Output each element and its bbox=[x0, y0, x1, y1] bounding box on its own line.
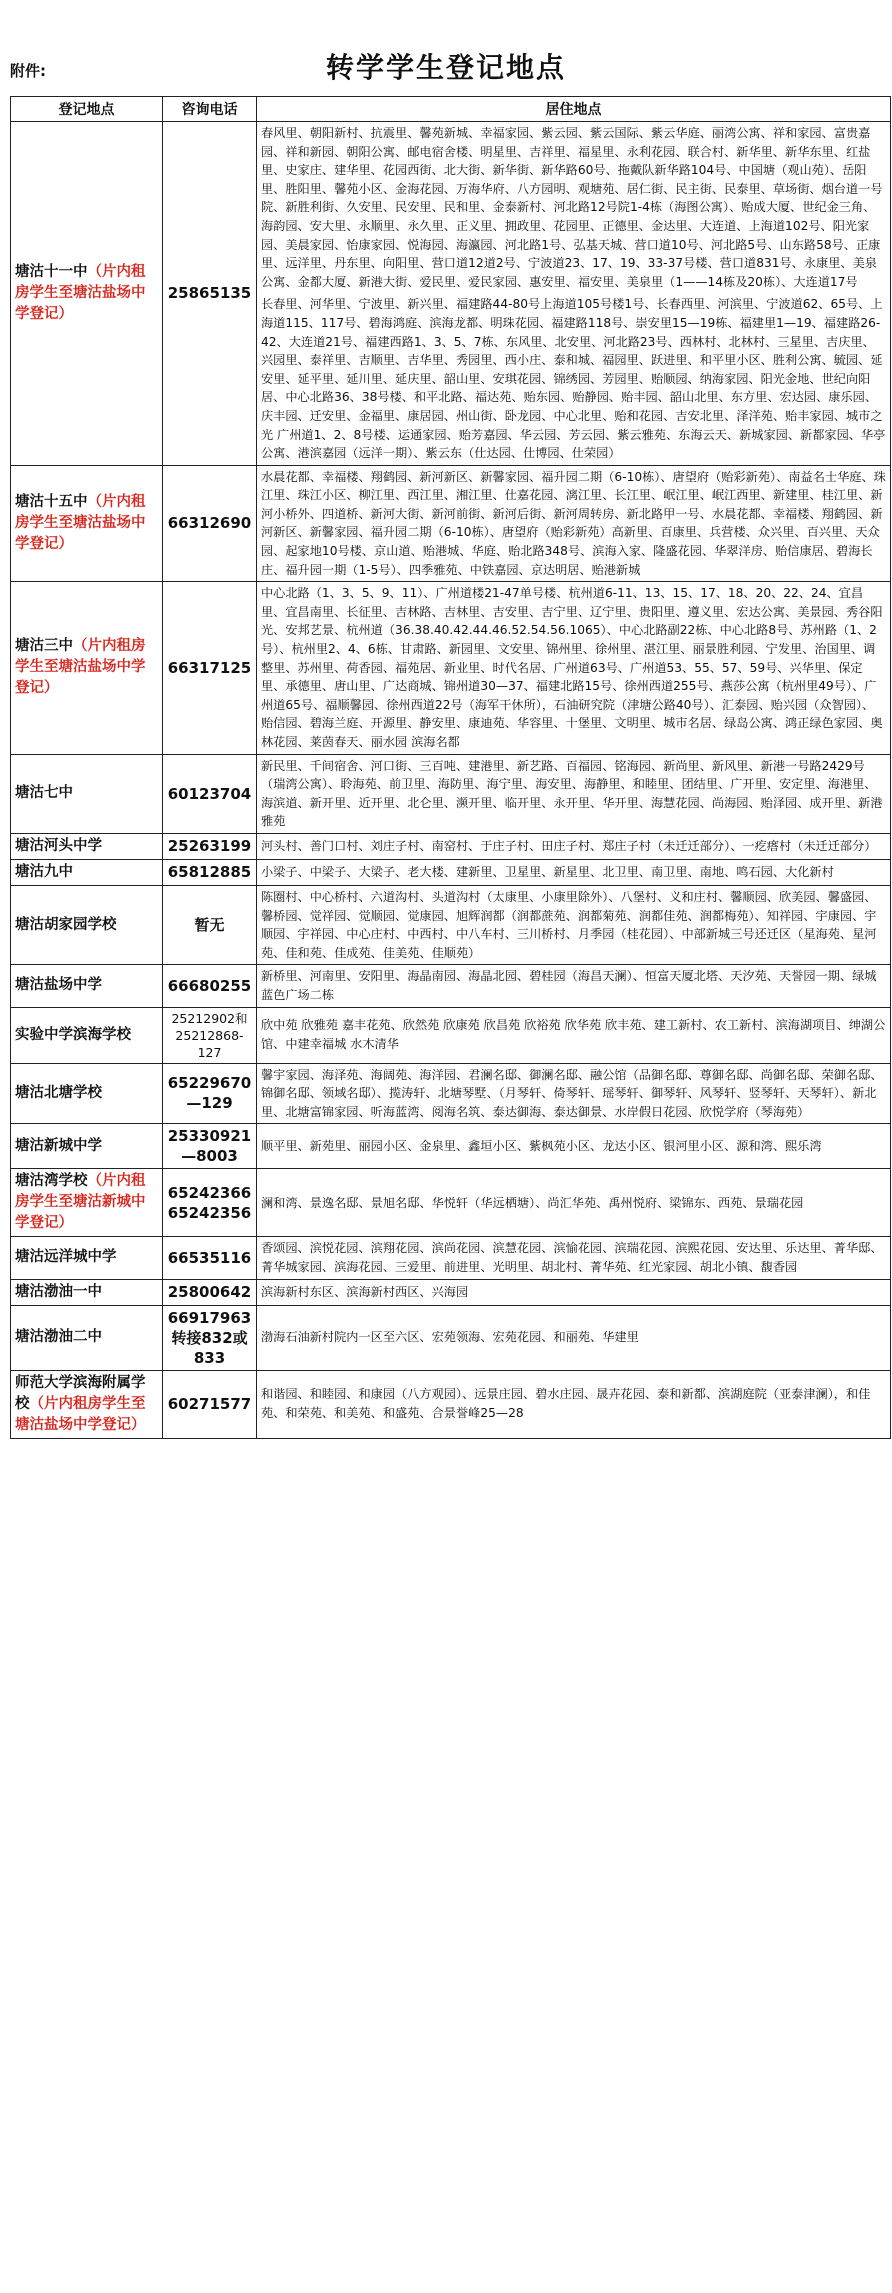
residence-areas bbox=[257, 1007, 891, 1063]
contact-phone: 65812885 bbox=[163, 859, 257, 885]
table-row bbox=[11, 1007, 891, 1063]
school-name: 塘沽渤油一中 bbox=[15, 1283, 102, 1300]
table-header-row bbox=[11, 97, 891, 122]
table-row bbox=[11, 582, 891, 754]
residence-text: 滨海新村东区、滨海新村西区、兴海园 bbox=[261, 1284, 469, 1299]
registration-location bbox=[11, 1305, 163, 1370]
table-row bbox=[11, 1279, 891, 1305]
registration-location bbox=[11, 1237, 163, 1279]
table-row bbox=[11, 885, 891, 964]
table-row bbox=[11, 1169, 891, 1237]
table-row bbox=[11, 1124, 891, 1169]
registration-location bbox=[11, 885, 163, 964]
registration-location bbox=[11, 833, 163, 859]
school-name: 塘沽湾学校 bbox=[15, 1173, 88, 1190]
residence-text: 陈圈村、中心桥村、六道沟村、头道沟村（太康里、小康里除外）、八堡村、义和庄村、馨顺园、欣美园、馨盛园、馨桥园、觉祥园、觉顺园、觉康园、旭辉润都（润都蔗苑、润都菊苑、润都佳苑、润都梅苑）、知祥园、宇康园、宇顺园、宇祥园、中心庄村、中西村、中八车村、三川桥村、月季园（桂花园）、中部新城三号还迁区（星海苑、星河苑、佳和苑、佳成苑、佳美苑、佳顺苑） bbox=[261, 889, 877, 960]
rental-note: （片内租房学生至塘沽盐场中学登记） bbox=[15, 263, 146, 322]
registration-location bbox=[11, 1124, 163, 1169]
residence-areas bbox=[257, 582, 891, 754]
registration-location bbox=[11, 754, 163, 833]
residence-text: 和谐园、和睦园、和康园（八方观园）、远景庄园、碧水庄园、晟卉花园、泰和新都、滨湖庭院（亚泰津澜），和佳苑、和荣苑、和美苑、和盛苑、合景誉峰25—28 bbox=[261, 1387, 871, 1420]
residence-text: 香颂园、滨悦花园、滨翔花园、滨尚花园、滨慧花园、滨愉花园、滨瑞花园、滨熙花园、安达里、乐达里、菁华邸、菁华城家园、滨海花园、三爱里、前进里、光明里、胡北村、菁华苑、红光家园、胡北小镇、馥香园 bbox=[261, 1241, 883, 1274]
school-name: 塘沽七中 bbox=[15, 785, 73, 802]
residence-text: 水晨花都、幸福楼、翔鹤园、新河新区、新馨家园、福升园二期（6-10栋）、唐望府（贻彩新苑）、南益名士华庭、珠江里、珠江小区、柳江里、西江里、湘江里、仕嘉花园、漓江里、长江里、岷江里、岷江西里、新建里、桂江里、新河小桥外、四道桥、新河大街、新河前街、新河后街、新河周转房、新北路甲一号、水晨花都、幸福楼、翔鹤园、新河新区、新馨家园、福升园二期（6-10栋）、唐望府（贻彩新苑）高新里、百康里、兵营楼、众兴里、百兴里、天众园、起家地10号楼、京山道、贻港城、华庭、贻北路348号、滨海入家、隆盛花园、华翠洋房、贻信康居、碧海长庄、福升园一期（1-5号）、四季雅苑、中铁嘉园、京达明居、贻港新城 bbox=[261, 469, 886, 577]
contact-phone: 65242366 65242356 bbox=[163, 1169, 257, 1237]
registration-location bbox=[11, 1279, 163, 1305]
registration-table bbox=[10, 96, 891, 1439]
school-name: 塘沽胡家园学校 bbox=[15, 916, 117, 933]
registration-location bbox=[11, 122, 163, 466]
residence-text: 中心北路（1、3、5、9、11）、广州道楼21-47单号楼、杭州道6-11、13、15、17、18、20、22、24、宜昌里、宜昌南里、长征里、吉林路、吉林里、吉安里、吉宁里、辽宁里、贵阳里、遵义里、宏达公寓、美景园、秀谷阳光、安邦艺景、杭州道（36.38.40.42.44.46.52.54.56.1065）、中心北路副22栋、中心北路8号、苏州路（1、2号）、杭州里2、4、6栋、甘肃路、新园里、文安里、锦州里、徐州里、湛江里、丽景胜利园、宁发里、治国里、调整里、苏州里、荷香园、福苑居、新业里、时代名居、广州道63号、广州道53、55、57、59号、兴华里、保定里、承德里、唐山里、广达商城、锦州道30—37、福建北路15号、徐州西道255号、燕莎公寓（杭州里49号）、广州道65号、福顺馨园、徐州西道22号（海军干休所），石油研究院（津塘公路40号）、汇泰园、贻兴园（众智园）、贻信园、碧海兰庭、开源里、静安里、康迪苑、华容里、十堡里、文明里、城市名居、绿岛公寓、鸿正绿色家园、奥林花园、莱茵春天、丽水园 滨海名都 bbox=[261, 586, 883, 749]
column-header-phone: 咨询电话 bbox=[163, 97, 257, 122]
school-name: 塘沽盐场中学 bbox=[15, 977, 102, 994]
table-row bbox=[11, 465, 891, 582]
contact-phone: 66317125 bbox=[163, 582, 257, 754]
registration-location bbox=[11, 859, 163, 885]
residence-areas bbox=[257, 885, 891, 964]
residence-text: 顺平里、新苑里、丽园小区、金泉里、鑫垣小区、紫枫苑小区、龙达小区、银河里小区、源和湾、熙乐湾 bbox=[261, 1139, 822, 1154]
residence-text: 小梁子、中梁子、大梁子、老大楼、建新里、卫星里、新星里、北卫里、南卫里、南地、鸣石园、大化新村 bbox=[261, 865, 834, 880]
school-name: 塘沽九中 bbox=[15, 863, 73, 880]
column-header-location: 登记地点 bbox=[11, 97, 163, 122]
contact-phone: 60271577 bbox=[163, 1370, 257, 1438]
residence-areas bbox=[257, 833, 891, 859]
school-name: 实验中学滨海学校 bbox=[15, 1026, 131, 1043]
school-name: 塘沽十一中 bbox=[15, 263, 88, 280]
table-row bbox=[11, 1237, 891, 1279]
contact-phone: 25800642 bbox=[163, 1279, 257, 1305]
residence-text: 长春里、河华里、宁波里、新兴里、福建路44-80号上海道105号楼1号、长春西里、河滨里、宁波道62、65号、上海道115、117号、碧海鸿庭、滨海龙都、明珠花园、福建路118号、崇安里15—19栋、福建里1—19、福建路26-42、大连道21号、福建西路1、3、5、7栋、东风里、北安里、河北路23号、西林村、北林村、三星里、吉庆里、兴园里、泰祥里、吉顺里、吉华里、秀园里、西小庄、泰和城、福园里、跃进里、和平里小区、胜利公寓、毓园、延安里、延平里、延川里、延庆里、韶山里、安琪花园、锦绣园、芳园里、贻顺园、纳海家园、阳光金地、世纪向阳居、中心北路36、38号楼、和平北路、福达苑、贻东园、贻静园、贻丰园、韶山北里、东方里、宏达园、康乐园、庆丰园、迁安里、金福里、康居园、州山街、卧龙园、中心北里、贻和花园、吉安北里、泽洋苑、贻丰家园、城市之光 广州道1、2、8号楼、运通家园、贻芳嘉园、华云园、芳云园、紫云雅苑、东海云天、新城家园、新都家园、华亭公寓、港滨嘉园（远洋一期）、紫云东（仕达园、仕博园、仕荣园） bbox=[261, 297, 886, 461]
rental-note: （片内租房学生至塘沽盐场中学登记） bbox=[15, 493, 146, 552]
school-name: 塘沽渤油二中 bbox=[15, 1329, 102, 1345]
contact-phone: 60123704 bbox=[163, 754, 257, 833]
residence-text: 欣中苑 欣雅苑 嘉丰花苑、欣然苑 欣康苑 欣昌苑 欣裕苑 欣华苑 欣丰苑、建工新村、农工新村、滨海湖项目、绅湖公馆、中建幸福城 水木清华 bbox=[261, 1018, 886, 1052]
residence-text: 渤海石油新村院内一区至六区、宏苑领海、宏苑花园、和丽苑、华建里 bbox=[261, 1330, 639, 1345]
contact-phone: 25865135 bbox=[163, 122, 257, 466]
contact-phone: 66680255 bbox=[163, 965, 257, 1007]
residence-areas bbox=[257, 859, 891, 885]
registration-location bbox=[11, 582, 163, 754]
contact-phone: 65229670—129 bbox=[163, 1063, 257, 1124]
registration-location bbox=[11, 965, 163, 1007]
residence-text: 馨宇家园、海泽苑、海阔苑、海洋园、君澜名邸、御澜名邸、融公馆（品御名邸、尊御名邸、尚御名邸、荣御名邸、锦御名邸、领域名邸）、揽涛轩、北塘琴墅、（月琴轩、倚琴轩、瑶琴轩、御琴轩、风琴轩、竖琴轩、天琴轩）、新北里、北塘富锦家园、听海蓝湾、阅海名筑、泰达御海、泰达御景、水岸假日花园、欣悦学府（琴海苑） bbox=[261, 1067, 883, 1119]
residence-areas bbox=[257, 1169, 891, 1237]
page-title: 转学学生登记地点 bbox=[325, 51, 566, 84]
residence-areas bbox=[257, 1370, 891, 1438]
contact-phone: 66917963转接832或833 bbox=[163, 1305, 257, 1370]
column-header-residence: 居住地点 bbox=[257, 97, 891, 122]
school-name: 塘沽十五中 bbox=[15, 493, 88, 510]
residence-areas bbox=[257, 1124, 891, 1169]
table-row bbox=[11, 965, 891, 1007]
registration-location bbox=[11, 1063, 163, 1124]
rental-note: （片内租房学生至塘沽盐场中学登记） bbox=[15, 638, 146, 697]
residence-areas bbox=[257, 465, 891, 582]
residence-areas bbox=[257, 1237, 891, 1279]
registration-location bbox=[11, 1007, 163, 1063]
residence-text: 澜和湾、景逸名邸、景旭名邸、华悦轩（华远栖塘）、尚汇华苑、禹州悦府、梁锦东、西苑、景瑞花园 bbox=[261, 1195, 804, 1210]
school-name: 师范大学滨海附属学校 bbox=[15, 1374, 146, 1412]
contact-phone: 66312690 bbox=[163, 465, 257, 582]
residence-text: 春风里、朝阳新村、抗震里、馨苑新城、幸福家园、紫云园、紫云国际、紫云华庭、丽湾公寓、祥和家园、富贵嘉园、祥和新园、朝阳公寓、邮电宿舍楼、明星里、吉祥里、福星里、永利花园、联合村、新华里、新华东里、红盐里、史家庄、建华里、花园西街、北大街、新华街、新华路60号、拖戴队新华路104号、中国塘（观山苑）、岳阳里、胜阳里、馨苑小区、金海花园、万海华府、八方园明、观塘苑、居仁街、民主街、民泰里、草场街、烟台道一号院、新胜利街、久安里、民安里、民和里、金泰新村、河北路12号院1-4栋（海图公寓）、贻成大厦、世纪金三角、海韵园、安大里、永顺里、永久里、正义里、拥政里、花园里、正德里、金达里、大连道、上海道102号、阳光家园、美晨家园、怡康家园、悦海园、海瀛园、河北路1号、弘基天城、营口道10号、河北路5号、山东路58号、正康里、远洋里、丹东里、向阳里、营口道12道2号、宁波道23、17、19、33-37号楼、营口道831号、永康里、美泉公寓、金都大厦、新港大街、爱民里、爱民家园、惠安里、福安里、美泉里（1——14栋及20栋）、大连道17号 bbox=[261, 126, 883, 289]
contact-phone: 25263199 bbox=[163, 833, 257, 859]
registration-location bbox=[11, 465, 163, 582]
contact-phone: 66535116 bbox=[163, 1237, 257, 1279]
school-name: 塘沽河头中学 bbox=[15, 837, 102, 854]
residence-areas bbox=[257, 965, 891, 1007]
rental-note: （片内租房学生至塘沽盐场中学登记） bbox=[15, 1395, 146, 1433]
table-row bbox=[11, 1370, 891, 1438]
residence-text: 新桥里、河南里、安阳里、海晶南园、海晶北园、碧桂园（海昌天澜）、恒富天厦北塔、天汐苑、天誉园一期、绿城蓝色广场二栋 bbox=[261, 969, 877, 1002]
residence-areas bbox=[257, 1063, 891, 1124]
table-row bbox=[11, 122, 891, 466]
registration-location bbox=[11, 1169, 163, 1237]
contact-phone: 暂无 bbox=[163, 885, 257, 964]
table-row bbox=[11, 833, 891, 859]
school-name: 塘沽北塘学校 bbox=[15, 1084, 102, 1101]
school-name: 塘沽三中 bbox=[15, 638, 73, 655]
residence-areas bbox=[257, 1305, 891, 1370]
school-name: 塘沽新城中学 bbox=[15, 1137, 102, 1154]
table-row bbox=[11, 754, 891, 833]
registration-location bbox=[11, 1370, 163, 1438]
school-name: 塘沽远洋城中学 bbox=[15, 1249, 117, 1266]
residence-areas bbox=[257, 122, 891, 466]
contact-phone: 25330921—8003 bbox=[163, 1124, 257, 1169]
residence-areas bbox=[257, 1279, 891, 1305]
residence-areas bbox=[257, 754, 891, 833]
rental-note: （片内租房学生至塘沽新城中学登记） bbox=[15, 1173, 146, 1232]
table-row bbox=[11, 859, 891, 885]
contact-phone: 25212902和25212868-127 bbox=[163, 1007, 257, 1063]
residence-text: 河头村、善门口村、刘庄子村、南窑村、于庄子村、田庄子村、郑庄子村（未迁迁部分）、一疙瘩村（未迁迁部分） bbox=[261, 839, 877, 854]
table-row bbox=[11, 1305, 891, 1370]
table-body bbox=[11, 122, 891, 1439]
attachment-label: 附件: bbox=[10, 62, 46, 80]
table-row bbox=[11, 1063, 891, 1124]
residence-text: 新民里、千间宿舍、河口街、三百吨、建港里、新艺路、百福园、铭海园、新尚里、新风里、新港一号路2429号（瑞湾公寓）、聆海苑、前卫里、海防里、海宁里、海安里、海静里、和睦里、团结里、广开里、安定里、海港里、海滨道、新开里、近开里、北仑里、濒开里、临开里、永开里、华开里、海慧花园、尚海园、贻泽园、成开里、新港雅苑 bbox=[261, 758, 883, 829]
